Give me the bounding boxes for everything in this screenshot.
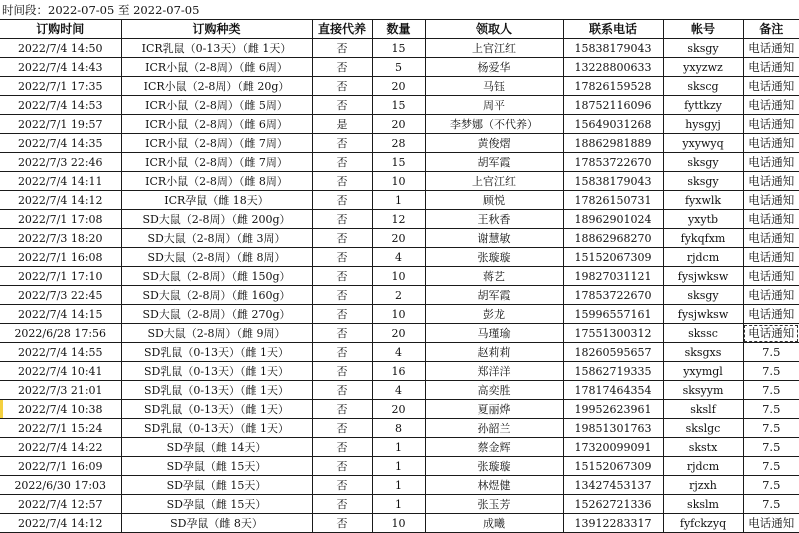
direct-foster-cell[interactable]: 否 <box>312 39 372 58</box>
account-cell[interactable]: fykqfxm <box>663 229 743 248</box>
phone-cell[interactable]: 15862719335 <box>563 362 663 381</box>
direct-foster-cell[interactable]: 否 <box>312 400 372 419</box>
phone-cell[interactable]: 18862968270 <box>563 229 663 248</box>
order-time-cell[interactable]: 2022/6/28 17:56 <box>0 324 121 343</box>
table-row[interactable] <box>0 77 799 96</box>
direct-foster-cell[interactable]: 否 <box>312 134 372 153</box>
note-cell[interactable]: 电话通知 <box>743 191 799 210</box>
note-cell[interactable]: 电话通知 <box>743 210 799 229</box>
quantity-cell[interactable]: 20 <box>372 77 425 96</box>
account-cell[interactable]: yxymgl <box>663 362 743 381</box>
table-row[interactable] <box>0 381 799 400</box>
order-time-cell[interactable]: 2022/7/4 14:15 <box>0 305 121 324</box>
phone-cell[interactable]: 17853722670 <box>563 153 663 172</box>
note-cell[interactable]: 电话通知 <box>743 153 799 172</box>
recipient-cell[interactable]: 成曦 <box>425 514 563 533</box>
phone-cell[interactable]: 17826159528 <box>563 77 663 96</box>
order-time-cell[interactable]: 2022/7/1 15:24 <box>0 419 121 438</box>
order-time-cell[interactable]: 2022/6/30 17:03 <box>0 476 121 495</box>
order-type-cell[interactable]: ICR小鼠（2-8周）（雌 7周） <box>121 134 312 153</box>
order-time-cell[interactable]: 2022/7/3 21:01 <box>0 381 121 400</box>
quantity-cell[interactable]: 15 <box>372 153 425 172</box>
account-cell[interactable]: hysgyj <box>663 115 743 134</box>
orders-table <box>0 19 799 533</box>
col-header-phone[interactable]: 联系电话 <box>563 20 663 39</box>
order-type-cell[interactable]: ICR孕鼠（雌 18天） <box>121 191 312 210</box>
direct-foster-cell[interactable]: 否 <box>312 362 372 381</box>
direct-foster-cell[interactable]: 否 <box>312 495 372 514</box>
note-cell[interactable]: 7.5 <box>743 438 799 457</box>
quantity-cell[interactable]: 4 <box>372 381 425 400</box>
quantity-cell[interactable]: 10 <box>372 514 425 533</box>
table-row[interactable] <box>0 115 799 134</box>
direct-foster-cell[interactable]: 否 <box>312 77 372 96</box>
phone-cell[interactable]: 19952623961 <box>563 400 663 419</box>
recipient-cell[interactable]: 张璇璇 <box>425 457 563 476</box>
order-type-cell[interactable]: SD大鼠（2-8周）（雌 3周） <box>121 229 312 248</box>
table-row[interactable] <box>0 457 799 476</box>
recipient-cell[interactable]: 胡军霞 <box>425 286 563 305</box>
recipient-cell[interactable]: 郑洋洋 <box>425 362 563 381</box>
phone-cell[interactable]: 18862981889 <box>563 134 663 153</box>
order-type-cell[interactable]: SD乳鼠（0-13天）（雌 1天） <box>121 419 312 438</box>
quantity-cell[interactable]: 16 <box>372 362 425 381</box>
account-cell[interactable]: skscg <box>663 77 743 96</box>
recipient-cell[interactable]: 夏丽烨 <box>425 400 563 419</box>
table-row[interactable] <box>0 134 799 153</box>
order-type-cell[interactable]: ICR小鼠（2-8周）（雌 20g） <box>121 77 312 96</box>
order-time-cell[interactable]: 2022/7/3 22:45 <box>0 286 121 305</box>
order-type-cell[interactable]: SD孕鼠（雌 8天） <box>121 514 312 533</box>
recipient-cell[interactable]: 谢慧敏 <box>425 229 563 248</box>
phone-cell[interactable]: 18260595657 <box>563 343 663 362</box>
quantity-cell[interactable]: 2 <box>372 286 425 305</box>
recipient-cell[interactable]: 高奕胜 <box>425 381 563 400</box>
phone-cell[interactable]: 15649031268 <box>563 115 663 134</box>
note-cell[interactable]: 7.5 <box>743 362 799 381</box>
recipient-cell[interactable]: 李梦娜（不代养） <box>425 115 563 134</box>
quantity-cell[interactable]: 4 <box>372 343 425 362</box>
phone-cell[interactable]: 15838179043 <box>563 172 663 191</box>
order-type-cell[interactable]: ICR小鼠（2-8周）（雌 8周） <box>121 172 312 191</box>
col-header-order-time[interactable]: 订购时间 <box>0 20 121 39</box>
order-time-cell[interactable]: 2022/7/4 14:22 <box>0 438 121 457</box>
account-cell[interactable]: skstx <box>663 438 743 457</box>
direct-foster-cell[interactable]: 否 <box>312 305 372 324</box>
direct-foster-cell[interactable]: 否 <box>312 229 372 248</box>
account-cell[interactable]: yxyzwz <box>663 58 743 77</box>
table-row[interactable] <box>0 286 799 305</box>
note-cell[interactable]: 7.5 <box>743 343 799 362</box>
account-cell[interactable]: skssc <box>663 324 743 343</box>
quantity-cell[interactable]: 20 <box>372 324 425 343</box>
order-type-cell[interactable]: ICR小鼠（2-8周）（雌 6周） <box>121 115 312 134</box>
note-cell[interactable]: 电话通知 <box>743 115 799 134</box>
table-row[interactable] <box>0 172 799 191</box>
recipient-cell[interactable]: 胡军霞 <box>425 153 563 172</box>
order-type-cell[interactable]: ICR小鼠（2-8周）（雌 7周） <box>121 153 312 172</box>
direct-foster-cell[interactable]: 否 <box>312 153 372 172</box>
col-header-note[interactable]: 备注 <box>743 20 799 39</box>
order-type-cell[interactable]: SD大鼠（2-8周）（雌 8周） <box>121 248 312 267</box>
table-row[interactable] <box>0 438 799 457</box>
order-time-cell[interactable]: 2022/7/4 10:41 <box>0 362 121 381</box>
phone-cell[interactable]: 18962901024 <box>563 210 663 229</box>
table-row[interactable] <box>0 362 799 381</box>
direct-foster-cell[interactable]: 否 <box>312 191 372 210</box>
note-cell[interactable]: 电话通知 <box>743 172 799 191</box>
table-row[interactable] <box>0 495 799 514</box>
recipient-cell[interactable]: 张璇璇 <box>425 248 563 267</box>
recipient-cell[interactable]: 张玉芳 <box>425 495 563 514</box>
order-time-cell[interactable]: 2022/7/1 16:08 <box>0 248 121 267</box>
order-time-cell[interactable]: 2022/7/1 17:10 <box>0 267 121 286</box>
phone-cell[interactable]: 13228800633 <box>563 58 663 77</box>
phone-cell[interactable]: 17826150731 <box>563 191 663 210</box>
note-cell[interactable]: 电话通知 <box>743 324 799 343</box>
account-cell[interactable]: fyfckzyq <box>663 514 743 533</box>
order-type-cell[interactable]: ICR乳鼠（0-13天）（雌 1天） <box>121 39 312 58</box>
recipient-cell[interactable]: 马瑾瑜 <box>425 324 563 343</box>
phone-cell[interactable]: 15262721336 <box>563 495 663 514</box>
note-cell[interactable]: 7.5 <box>743 476 799 495</box>
order-type-cell[interactable]: SD乳鼠（0-13天）（雌 1天） <box>121 343 312 362</box>
order-time-cell[interactable]: 2022/7/4 14:35 <box>0 134 121 153</box>
direct-foster-cell[interactable]: 否 <box>312 476 372 495</box>
recipient-cell[interactable]: 赵莉莉 <box>425 343 563 362</box>
recipient-cell[interactable]: 周平 <box>425 96 563 115</box>
quantity-cell[interactable]: 15 <box>372 39 425 58</box>
table-row[interactable] <box>0 419 799 438</box>
table-row[interactable] <box>0 96 799 115</box>
table-row[interactable] <box>0 229 799 248</box>
note-cell[interactable]: 7.5 <box>743 457 799 476</box>
table-row[interactable] <box>0 58 799 77</box>
account-cell[interactable]: rjdcm <box>663 248 743 267</box>
direct-foster-cell[interactable]: 否 <box>312 457 372 476</box>
order-type-cell[interactable]: SD乳鼠（0-13天）（雌 1天） <box>121 381 312 400</box>
direct-foster-cell[interactable]: 是 <box>312 115 372 134</box>
recipient-cell[interactable]: 蒋艺 <box>425 267 563 286</box>
note-cell[interactable]: 电话通知 <box>743 514 799 533</box>
col-header-quantity[interactable]: 数量 <box>372 20 425 39</box>
table-row[interactable] <box>0 343 799 362</box>
quantity-cell[interactable]: 20 <box>372 115 425 134</box>
quantity-cell[interactable]: 20 <box>372 400 425 419</box>
order-time-cell[interactable]: 2022/7/3 18:20 <box>0 229 121 248</box>
direct-foster-cell[interactable]: 否 <box>312 210 372 229</box>
quantity-cell[interactable]: 1 <box>372 476 425 495</box>
note-cell[interactable]: 7.5 <box>743 381 799 400</box>
recipient-cell[interactable]: 黄俊熠 <box>425 134 563 153</box>
phone-cell[interactable]: 15152067309 <box>563 457 663 476</box>
order-type-cell[interactable]: ICR小鼠（2-8周）（雌 6周） <box>121 58 312 77</box>
phone-cell[interactable]: 15996557161 <box>563 305 663 324</box>
note-cell[interactable]: 电话通知 <box>743 248 799 267</box>
note-cell[interactable]: 电话通知 <box>743 96 799 115</box>
direct-foster-cell[interactable]: 否 <box>312 343 372 362</box>
phone-cell[interactable]: 13427453137 <box>563 476 663 495</box>
note-cell[interactable]: 7.5 <box>743 419 799 438</box>
order-time-cell[interactable]: 2022/7/1 17:35 <box>0 77 121 96</box>
phone-cell[interactable]: 17320099091 <box>563 438 663 457</box>
direct-foster-cell[interactable]: 否 <box>312 96 372 115</box>
order-time-cell[interactable]: 2022/7/1 19:57 <box>0 115 121 134</box>
recipient-cell[interactable]: 王秋香 <box>425 210 563 229</box>
quantity-cell[interactable]: 1 <box>372 191 425 210</box>
direct-foster-cell[interactable]: 否 <box>312 248 372 267</box>
account-cell[interactable]: sksgy <box>663 153 743 172</box>
order-time-cell[interactable]: 2022/7/4 14:11 <box>0 172 121 191</box>
phone-cell[interactable]: 18752116096 <box>563 96 663 115</box>
direct-foster-cell[interactable]: 否 <box>312 286 372 305</box>
note-cell[interactable]: 电话通知 <box>743 305 799 324</box>
table-row[interactable] <box>0 153 799 172</box>
note-cell[interactable]: 电话通知 <box>743 286 799 305</box>
order-time-cell[interactable]: 2022/7/3 22:46 <box>0 153 121 172</box>
order-time-cell[interactable]: 2022/7/4 14:53 <box>0 96 121 115</box>
quantity-cell[interactable]: 1 <box>372 438 425 457</box>
quantity-cell[interactable]: 20 <box>372 229 425 248</box>
table-row[interactable] <box>0 514 799 533</box>
quantity-cell[interactable]: 12 <box>372 210 425 229</box>
order-time-cell[interactable]: 2022/7/4 10:38 <box>0 400 121 419</box>
order-type-cell[interactable]: SD大鼠（2-8周）（雌 9周） <box>121 324 312 343</box>
note-cell[interactable]: 电话通知 <box>743 134 799 153</box>
account-cell[interactable]: sksgy <box>663 172 743 191</box>
order-type-cell[interactable]: SD孕鼠（雌 15天） <box>121 476 312 495</box>
account-cell[interactable]: fyttkzy <box>663 96 743 115</box>
order-time-cell[interactable]: 2022/7/4 14:43 <box>0 58 121 77</box>
phone-cell[interactable]: 15838179043 <box>563 39 663 58</box>
recipient-cell[interactable]: 顾悦 <box>425 191 563 210</box>
quantity-cell[interactable]: 10 <box>372 172 425 191</box>
order-type-cell[interactable]: SD乳鼠（0-13天）（雌 1天） <box>121 400 312 419</box>
note-cell[interactable]: 电话通知 <box>743 267 799 286</box>
direct-foster-cell[interactable]: 否 <box>312 438 372 457</box>
col-header-account[interactable]: 帐号 <box>663 20 743 39</box>
order-type-cell[interactable]: SD大鼠（2-8周）（雌 150g） <box>121 267 312 286</box>
order-time-cell[interactable]: 2022/7/4 14:55 <box>0 343 121 362</box>
phone-cell[interactable]: 17853722670 <box>563 286 663 305</box>
table-row[interactable] <box>0 248 799 267</box>
phone-cell[interactable]: 19827031121 <box>563 267 663 286</box>
order-type-cell[interactable]: ICR小鼠（2-8周）（雌 5周） <box>121 96 312 115</box>
account-cell[interactable]: fysjwksw <box>663 267 743 286</box>
account-cell[interactable]: sksyym <box>663 381 743 400</box>
note-cell[interactable]: 电话通知 <box>743 39 799 58</box>
order-time-cell[interactable]: 2022/7/1 16:09 <box>0 457 121 476</box>
direct-foster-cell[interactable]: 否 <box>312 514 372 533</box>
account-cell[interactable]: rjzxh <box>663 476 743 495</box>
header-row <box>0 20 799 39</box>
quantity-cell[interactable]: 15 <box>372 96 425 115</box>
account-cell[interactable]: skslgc <box>663 419 743 438</box>
order-type-cell[interactable]: SD大鼠（2-8周）（雌 200g） <box>121 210 312 229</box>
date-range-caption: 时间段：2022-07-05 至 2022-07-05 <box>2 3 200 17</box>
quantity-cell[interactable]: 1 <box>372 457 425 476</box>
order-type-cell[interactable]: SD孕鼠（雌 14天） <box>121 438 312 457</box>
direct-foster-cell[interactable]: 否 <box>312 381 372 400</box>
quantity-cell[interactable]: 4 <box>372 248 425 267</box>
table-row[interactable] <box>0 267 799 286</box>
recipient-cell[interactable]: 上官江红 <box>425 39 563 58</box>
phone-cell[interactable]: 15152067309 <box>563 248 663 267</box>
recipient-cell[interactable]: 杨爱华 <box>425 58 563 77</box>
order-type-cell[interactable]: SD孕鼠（雌 15天） <box>121 457 312 476</box>
direct-foster-cell[interactable]: 否 <box>312 419 372 438</box>
recipient-cell[interactable]: 林煜健 <box>425 476 563 495</box>
account-cell[interactable]: skslm <box>663 495 743 514</box>
direct-foster-cell[interactable]: 否 <box>312 58 372 77</box>
account-cell[interactable]: sksgy <box>663 286 743 305</box>
account-cell[interactable]: fyxwlk <box>663 191 743 210</box>
table-row[interactable] <box>0 39 799 58</box>
quantity-cell[interactable]: 10 <box>372 305 425 324</box>
quantity-cell[interactable]: 10 <box>372 267 425 286</box>
table-row[interactable] <box>0 305 799 324</box>
direct-foster-cell[interactable]: 否 <box>312 267 372 286</box>
account-cell[interactable]: sksgxs <box>663 343 743 362</box>
recipient-cell[interactable]: 彭龙 <box>425 305 563 324</box>
phone-cell[interactable]: 17817464354 <box>563 381 663 400</box>
account-cell[interactable]: skslf <box>663 400 743 419</box>
table-row[interactable] <box>0 210 799 229</box>
account-cell[interactable]: rjdcm <box>663 457 743 476</box>
direct-foster-cell[interactable]: 否 <box>312 172 372 191</box>
recipient-cell[interactable]: 孙韶兰 <box>425 419 563 438</box>
phone-cell[interactable]: 13912283317 <box>563 514 663 533</box>
recipient-cell[interactable]: 马钰 <box>425 77 563 96</box>
table-row[interactable] <box>0 400 799 419</box>
note-cell[interactable]: 电话通知 <box>743 77 799 96</box>
recipient-cell[interactable]: 上官江红 <box>425 172 563 191</box>
order-time-cell[interactable]: 2022/7/4 14:12 <box>0 191 121 210</box>
order-type-cell[interactable]: SD大鼠（2-8周）（雌 160g） <box>121 286 312 305</box>
table-row[interactable] <box>0 324 799 343</box>
account-cell[interactable]: fysjwksw <box>663 305 743 324</box>
account-cell[interactable]: sksgy <box>663 39 743 58</box>
quantity-cell[interactable]: 8 <box>372 419 425 438</box>
col-header-direct-foster[interactable]: 直接代养 <box>312 20 372 39</box>
order-type-cell[interactable]: SD乳鼠（0-13天）（雌 1天） <box>121 362 312 381</box>
direct-foster-cell[interactable]: 否 <box>312 324 372 343</box>
order-time-cell[interactable]: 2022/7/4 14:12 <box>0 514 121 533</box>
quantity-cell[interactable]: 28 <box>372 134 425 153</box>
quantity-cell[interactable]: 1 <box>372 495 425 514</box>
note-cell[interactable]: 7.5 <box>743 495 799 514</box>
table-row[interactable] <box>0 191 799 210</box>
order-time-cell[interactable]: 2022/7/4 12:57 <box>0 495 121 514</box>
note-cell[interactable]: 电话通知 <box>743 58 799 77</box>
order-type-cell[interactable]: SD大鼠（2-8周）（雌 270g） <box>121 305 312 324</box>
col-header-order-type[interactable]: 订购种类 <box>121 20 312 39</box>
phone-cell[interactable]: 17551300312 <box>563 324 663 343</box>
table-row[interactable] <box>0 476 799 495</box>
note-cell[interactable]: 电话通知 <box>743 229 799 248</box>
account-cell[interactable]: yxytb <box>663 210 743 229</box>
phone-cell[interactable]: 19851301763 <box>563 419 663 438</box>
account-cell[interactable]: yxywyq <box>663 134 743 153</box>
recipient-cell[interactable]: 蔡金辉 <box>425 438 563 457</box>
col-header-recipient[interactable]: 领取人 <box>425 20 563 39</box>
quantity-cell[interactable]: 5 <box>372 58 425 77</box>
order-time-cell[interactable]: 2022/7/4 14:50 <box>0 39 121 58</box>
order-time-cell[interactable]: 2022/7/1 17:08 <box>0 210 121 229</box>
note-cell[interactable]: 7.5 <box>743 400 799 419</box>
order-type-cell[interactable]: SD孕鼠（雌 15天） <box>121 495 312 514</box>
